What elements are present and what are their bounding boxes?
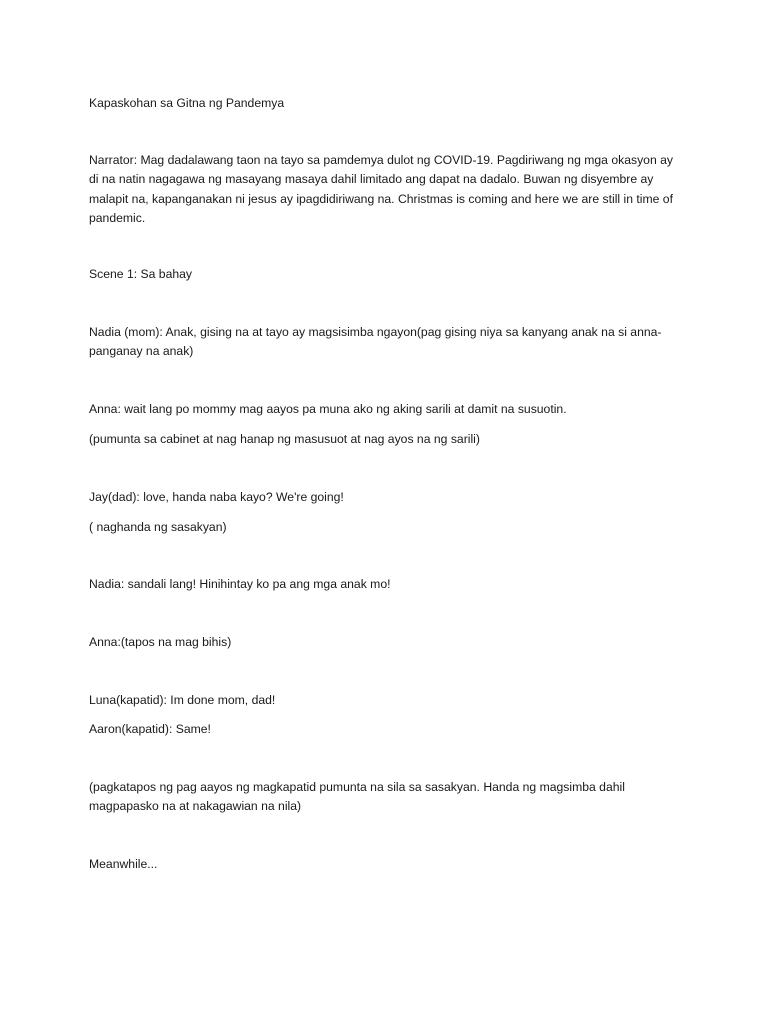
meanwhile-line: Meanwhile... xyxy=(89,857,158,871)
aaron-dialogue-1: Aaron(kapatid): Same! xyxy=(89,722,211,736)
anna-dialogue-2: Anna:(tapos na mag bihis) xyxy=(89,635,232,649)
luna-dialogue-1: Luna(kapatid): Im done mom, dad! xyxy=(89,693,276,707)
nadia-dialogue-2: Nadia: sandali lang! Hinihintay ko pa ang mga anak mo! xyxy=(89,577,391,591)
nadia-dialogue-1: Nadia (mom): Anak, gising na at tayo ay magsisimba ngayon(pag gising niya sa kanyang anak na si anna-panganay na anak) xyxy=(89,325,662,359)
anna-dialogue-1: Anna: wait lang po mommy mag aayos pa muna ako ng aking sarili at damit na susuotin. xyxy=(89,402,567,416)
stage-direction-1: (pagkatapos ng pag aayos ng magkapatid pumunta na sila sa sasakyan. Handa ng magsimba dahil magpapasko na at nakagawian na nila) xyxy=(89,780,625,814)
narrator-paragraph: Narrator: Mag dadalawang taon na tayo sa pamdemya dulot ng COVID-19. Pagdiriwang ng mga okasyon ay di na natin nagagawa ng masayang masaya dahil limitado ang dapat na dadalo. Buwan ng disyembre ay malapit na, kapanganakan ni jesus ay ipagdidiriwang na. Christmas is coming and here we are still in time of pandemic. xyxy=(89,153,673,225)
anna-action-1: (pumunta sa cabinet at nag hanap ng masusuot at nag ayos na ng sarili) xyxy=(89,432,480,446)
jay-action-1: ( naghanda ng sasakyan) xyxy=(89,520,227,534)
jay-dialogue-1: Jay(dad): love, handa naba kayo? We're going! xyxy=(89,490,344,504)
scene-heading: Scene 1: Sa bahay xyxy=(89,267,192,281)
document-title: Kapaskohan sa Gitna ng Pandemya xyxy=(89,96,285,110)
